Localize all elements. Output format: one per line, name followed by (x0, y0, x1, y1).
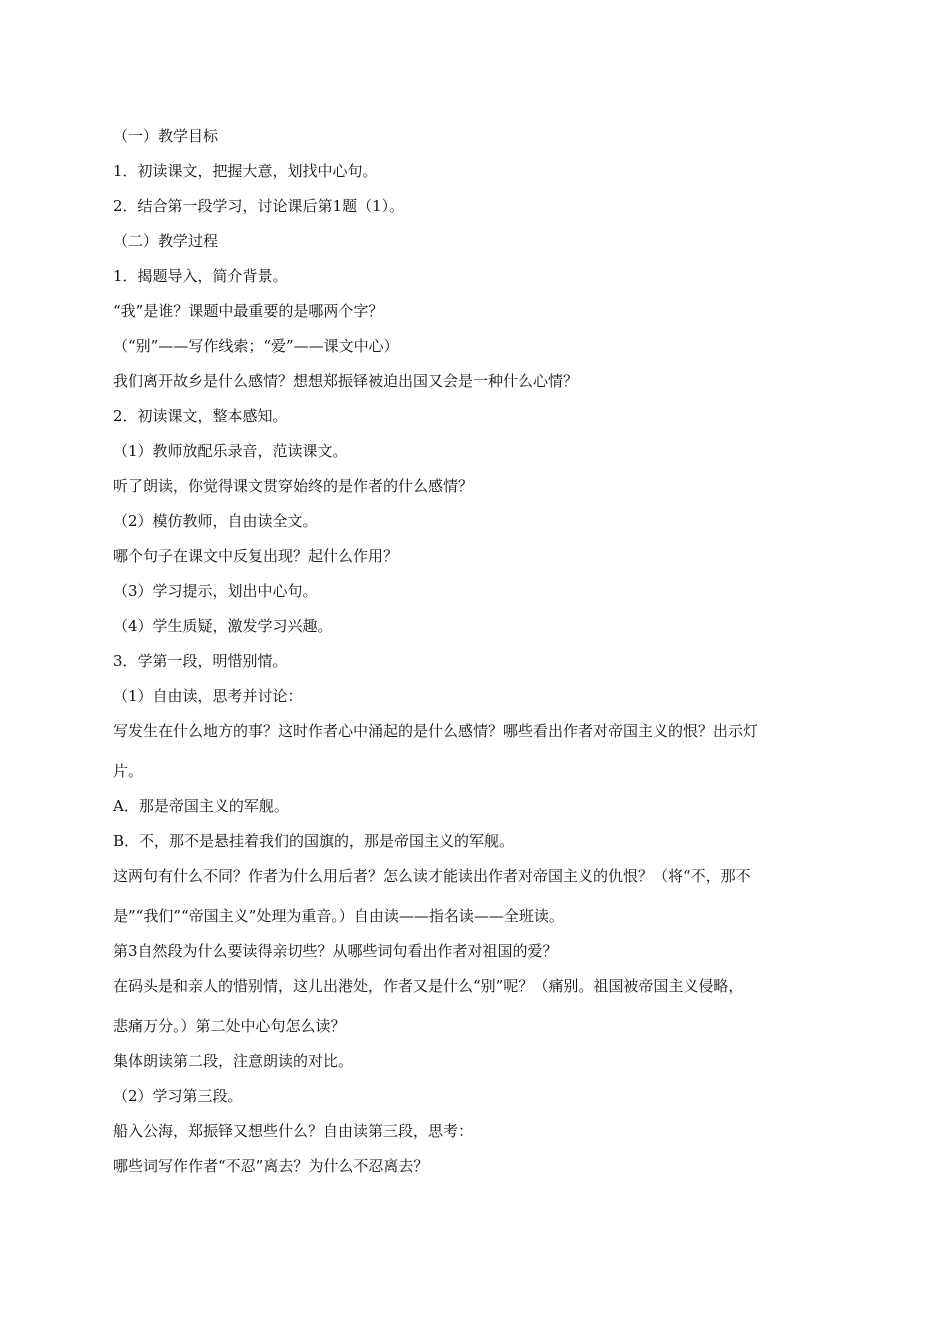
paragraph: 第3自然段为什么要读得亲切些？从哪些词句看出作者对祖国的爱？ (113, 942, 558, 960)
paragraph: 哪些词写作作者“不忍”离去？为什么不忍离去？ (113, 1157, 429, 1175)
paragraph: “我”是谁？课题中最重要的是哪两个字？ (113, 302, 384, 320)
paragraph: 3．学第一段，明惜别情。 (113, 652, 288, 670)
paragraph: A．那是帝国主义的军舰。 (113, 797, 289, 815)
paragraph: （2）模仿教师，自由读全文。 (113, 512, 318, 530)
paragraph-continuation: 悲痛万分。）第二处中心句怎么读？ (113, 1017, 346, 1035)
paragraph: B．不，那不是悬挂着我们的国旗的，那是帝国主义的军舰。 (113, 832, 515, 850)
paragraph-continuation: 片。 (113, 762, 144, 780)
paragraph: 写发生在什么地方的事？这时作者心中涌起的是什么感情？哪些看出作者对帝国主义的恨？出示灯 (113, 722, 759, 740)
paragraph: （2）学习第三段。 (113, 1087, 243, 1105)
paragraph: 1．揭题导入，简介背景。 (113, 267, 288, 285)
paragraph: 我们离开故乡是什么感情？想想郑振铎被迫出国又会是一种什么心情？ (113, 372, 579, 390)
section-heading-process: （二）教学过程 (113, 232, 219, 250)
paragraph: 听了朗读，你觉得课文贯穿始终的是作者的什么感情？ (113, 477, 474, 495)
paragraph: 1．初读课文，把握大意，划找中心句。 (113, 162, 378, 180)
paragraph: 船入公海，郑振铎又想些什么？自由读第三段，思考： (113, 1122, 474, 1140)
paragraph: （3）学习提示，划出中心句。 (113, 582, 318, 600)
paragraph: 在码头是和亲人的惜别情，这儿出港处，作者又是什么“别”呢？（痛别。祖国被帝国主义侵略， (113, 977, 744, 995)
paragraph: 集体朗读第二段，注意朗读的对比。 (113, 1052, 354, 1070)
paragraph: 2．结合第一段学习，讨论课后第1题（1）。 (113, 197, 405, 215)
paragraph: （1）自由读，思考并讨论： (113, 687, 303, 705)
paragraph: （1）教师放配乐录音，范读课文。 (113, 442, 348, 460)
paragraph: （4）学生质疑，激发学习兴趣。 (113, 617, 333, 635)
section-heading-goals: （一）教学目标 (113, 127, 219, 145)
paragraph-continuation: 是”“我们”“帝国主义”处理为重音。）自由读——指名读——全班读。 (113, 907, 564, 925)
paragraph: 2．初读课文，整本感知。 (113, 407, 288, 425)
document-page (113, 124, 843, 1189)
paragraph: 哪个句子在课文中反复出现？起什么作用？ (113, 547, 399, 565)
paragraph: 这两句有什么不同？作者为什么用后者？怎么读才能读出作者对帝国主义的仇恨？（将“不，那不 (113, 867, 751, 885)
paragraph: （“别”——写作线索；“爱”——课文中心） (113, 337, 399, 355)
